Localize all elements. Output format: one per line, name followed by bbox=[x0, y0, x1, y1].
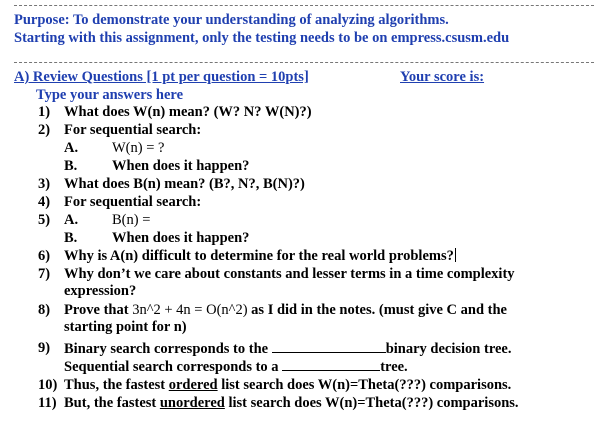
question-number: 2) bbox=[38, 122, 51, 138]
question-number: 4) bbox=[38, 194, 51, 210]
question-text: What does B(n) mean? (B?, N?, B(N)?) bbox=[64, 176, 305, 192]
question-text-line-2 bbox=[64, 358, 512, 376]
text-segment: list search does W(n)=Theta(???) comparisons. bbox=[217, 377, 512, 393]
math-expression: 3n^2 + 4n = O(n^2) bbox=[132, 302, 248, 318]
purpose-block bbox=[14, 11, 509, 47]
text-segment: list search does W(n)=Theta(???) comparisons. bbox=[224, 395, 519, 411]
text-cursor bbox=[455, 248, 456, 262]
text-segment: Prove that bbox=[64, 302, 133, 318]
question-text-line-2: expression? bbox=[64, 283, 137, 300]
sub-text: B(n) = bbox=[112, 212, 151, 228]
keyword: ordered bbox=[168, 377, 218, 393]
middle-divider bbox=[14, 62, 594, 63]
text-segment: Binary search corresponds to the bbox=[64, 341, 272, 357]
question-number: 10) bbox=[38, 377, 58, 393]
keyword: unordered bbox=[159, 395, 225, 411]
question-text bbox=[64, 266, 515, 301]
text-segment: But, the fastest bbox=[64, 395, 160, 411]
section-heading bbox=[14, 68, 485, 86]
text-segment: binary decision tree. bbox=[385, 341, 512, 357]
text-segment: as I did in the notes. (must give C and the bbox=[247, 302, 507, 318]
question-text-content: Why is A(n) difficult to determine for the real world problems? bbox=[64, 248, 454, 264]
answer-blank[interactable] bbox=[282, 358, 380, 371]
question-text: For sequential search: bbox=[64, 194, 202, 210]
sub-label: B. bbox=[64, 230, 78, 246]
question-number: 1) bbox=[38, 104, 51, 120]
question-text-line-1 bbox=[64, 340, 512, 358]
question-text bbox=[64, 302, 507, 337]
question-text-line-1 bbox=[64, 302, 507, 319]
question-number: 7) bbox=[38, 266, 51, 282]
sub-text: When does it happen? bbox=[112, 158, 250, 174]
question-text bbox=[64, 248, 456, 265]
question-text bbox=[64, 395, 519, 412]
top-divider bbox=[14, 5, 594, 6]
sub-text: When does it happen? bbox=[112, 230, 250, 246]
question-text bbox=[64, 377, 511, 394]
question-text: For sequential search: bbox=[64, 122, 202, 138]
question-number: 3) bbox=[38, 176, 51, 192]
text-segment: tree. bbox=[380, 359, 408, 376]
question-number: 11) bbox=[38, 395, 57, 411]
question-number: 8) bbox=[38, 302, 51, 318]
text-segment: Thus, the fastest bbox=[64, 377, 169, 393]
purpose-line-1: Purpose: To demonstrate your understanding of analyzing algorithms. bbox=[14, 12, 449, 28]
question-text bbox=[64, 340, 512, 377]
answer-blank[interactable] bbox=[272, 340, 386, 353]
question-text: What does W(n) mean? (W? N? W(N)?) bbox=[64, 104, 312, 120]
purpose-line-2: Starting with this assignment, only the testing needs to be on empress.csusm.edu bbox=[14, 30, 510, 46]
score-label: Your score is: bbox=[400, 69, 485, 85]
sub-label: B. bbox=[64, 158, 78, 174]
text-segment: Sequential search corresponds to a bbox=[64, 359, 283, 376]
sub-text: W(n) = ? bbox=[112, 140, 165, 156]
question-number: 9) bbox=[38, 340, 51, 356]
sub-label: A. bbox=[64, 140, 79, 156]
answer-instruction: Type your answers here bbox=[36, 87, 184, 103]
question-number: 6) bbox=[38, 248, 51, 264]
section-title: A) Review Questions [1 pt per question = 10pts] bbox=[14, 69, 309, 85]
sub-label: A. bbox=[64, 212, 79, 228]
question-number: 5) bbox=[38, 212, 51, 228]
question-text-line-2: starting point for n) bbox=[64, 319, 187, 336]
question-text-line-1: Why don’t we care about constants and lesser terms in a time complexity bbox=[64, 266, 515, 282]
